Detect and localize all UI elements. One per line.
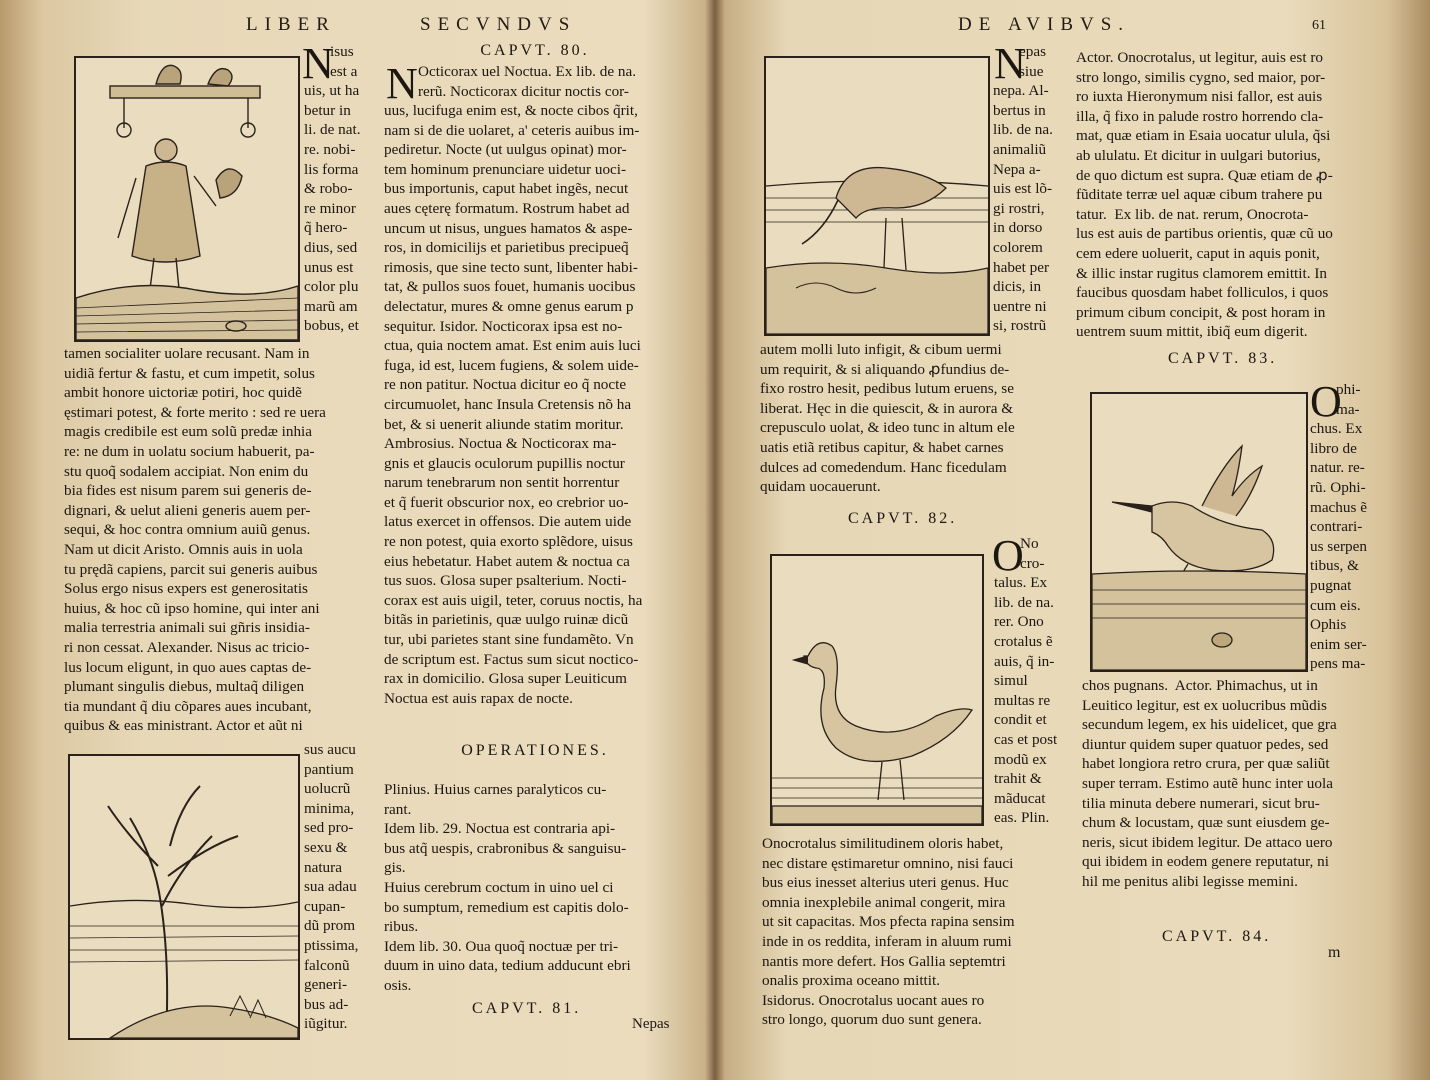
text-line: liberat. Hęc in die quiescit, & in aurora & [760,399,1014,417]
caput-80-heading: CAPVT. 80. [480,42,590,59]
text-line: bitãs in parietinis, quæ uulgo ruinæ dicũ [384,611,629,629]
text-line: uis, ut ha [304,82,360,100]
text-line: modũ ex [994,750,1047,768]
text-line: Actor. Onocrotalus, ut legitur, auis est ro [1076,49,1323,66]
text-line: pediretur. Nocte (ut uulgus opinat) mor- [384,141,627,159]
text-line: li. de nat. [304,121,361,139]
nepa-continuation [760,340,1015,497]
text-line: marũ am [304,297,358,315]
text-line: colorem [993,238,1043,256]
text-line: generi- [304,976,348,994]
text-line: plumant singulis diebus, multaq̃ diligen [64,678,305,696]
text-line: super terram. Estimo autẽ hunc inter uola [1082,774,1333,792]
text-line: ambit honore uictoriæ potiri, hoc quidẽ [64,384,302,402]
text-line: quibus & eas ministrant. Actor et aũt ni [64,717,303,735]
text-line: Noctua est auis rapax de nocte. [384,689,573,707]
text-line: sua adau [304,878,357,896]
text-line: et q̃ fuerit obscurior nox, eo crebrior uo- [384,493,629,511]
text-line: ro iuxta Hieronymum nisi fallor, est auis [1076,88,1323,106]
text-line: machus ẽ [1310,498,1367,516]
text-line: epas [1019,43,1046,60]
text-line: chum & locustam, quæ sunt eiusdem ge- [1082,814,1330,832]
text-line: rerũ. Nocticorax dicitur noctis cor- [418,82,629,100]
nisus-side-column [302,39,361,336]
text-line: sus aucu [304,741,356,758]
text-line: mãducat [994,789,1046,807]
text-line: re non potest, quia exorto splẽdore, uisus [384,533,633,551]
text-line: us serpen [1310,537,1367,555]
text-line: bia fides est nisum parem sui generis de- [64,482,312,500]
text-line: bus importunis, caput habet ingẽs, necut [384,180,629,198]
text-line: tibus, & [1310,557,1359,575]
signature-mark: m [1328,944,1341,961]
text-line: nantis more defert. Hos Gallia septemtri [762,952,1006,970]
woodcut-nepa [764,56,990,336]
text-line: cupan- [304,897,346,915]
catchword: Nepas [632,1016,670,1032]
text-line: uidiã fertur & fastu, et cum impetit, solus [64,364,315,382]
folio-number: 61 [1312,18,1326,33]
text-line: rũ. Ophi- [1310,478,1366,496]
running-head-de-avibus: DE AVIBVS. [958,14,1131,35]
text-line: tamen socialiter uolare recusant. Nam in [64,345,310,362]
text-line: gnis et glaucis oculorum pupillis noctur [384,454,625,472]
text-line: narum tenebrarum non sentit horrentur [384,474,620,492]
text-line: pugnat [1310,576,1352,594]
text-line: tur, ubi parietes stant sine fundamẽto. Vn [384,631,634,649]
text-line: bobus, et [304,317,359,335]
ophimachus-illustration [1092,394,1306,670]
nisus-bottom-side-column [304,740,358,1034]
text-line: Octicorax uel Noctua. Ex lib. de na. [418,63,637,80]
text-line: magis credibile est eum solũ predæ inhia [64,423,313,441]
text-line: ptissima, [304,936,359,954]
text-line: dius, sed [304,238,358,256]
text-line: inde in os reddita, inferam in aluum rumi [762,932,1012,950]
text-line: eius hebetatur. Habet autem & noctua ca [384,552,630,570]
text-line: dignari, & uelut alieni generis auem per- [64,501,311,519]
nepa-side-column [993,39,1053,336]
text-line: animaliũ [993,140,1047,158]
dropcap-nisus: N [302,39,334,88]
text-line: Leuitico legitur, est ex uolucribus mũdis [1082,696,1327,714]
ophimachus-body [1082,676,1337,892]
text-line: No [1020,535,1039,552]
text-line: re. nobi- [304,140,356,158]
text-line: rax in domicilio. Glosa super Leuiticum [384,670,627,688]
text-line: ribus. [384,918,419,936]
text-line: ros, in domicilijs et parietibus precipueq̃ [384,239,629,257]
running-head-secundus: SECVNDVS [420,14,577,35]
caput-81-heading: CAPVT. 81. [472,1000,582,1017]
text-line: cro- [1020,554,1045,572]
text-line: uncum ut nisus, ungues hamatos & aspe- [384,219,633,237]
text-line: mat, quæ etiam in Esaia uocatur ulula, q̃si [1076,127,1331,145]
text-line: chus. Ex [1310,420,1363,438]
text-line: faucibus quosdam habet folliculos, i quos [1076,284,1329,302]
text-line: color plu [304,278,359,296]
text-line: corax est auis uigil, teter, coruus noctis, ha [384,591,643,609]
text-line: omnia inexplebile animal congerit, mira [762,893,1006,911]
text-line: condit et [994,711,1047,729]
text-line: lus locum eligunt, in quo aues captas de- [64,658,312,676]
text-line: osis. [384,976,412,994]
text-line: Nam ut dicit Aristo. Omnis auis in uola [64,540,303,558]
text-line: neris, sicut ibidem legitur. De attaco uero [1082,833,1333,851]
woodcut-falconer [74,56,300,342]
text-line: ma- [1336,400,1360,418]
text-line: iũgitur. [304,1015,348,1033]
nocticorax-column [384,101,642,708]
text-line: uus, lucifuga enim est, & nocte cibos q̃rit, [384,102,638,119]
text-line: auis, q̃ in- [994,652,1055,670]
text-line: pens ma- [1310,655,1366,673]
text-line: ut sit capacitas. Mos pfecta rapina sensim [762,913,1015,931]
text-line: re minor [304,199,356,217]
dropcap-ophimachus: O [1310,377,1342,426]
text-line: bus eius inesset alterius uteri genus. Huc [762,874,1009,892]
text-line: tia mundant q̃ diu cõpares aues incubant, [64,697,312,715]
text-line: um requirit, & si aliquando ꝓfundius de- [760,360,1010,378]
text-line: crepusculo uolat, & ideo tunc in altum ele [760,419,1015,437]
text-line: stro longo, similis cygno, sed maior, por- [1076,68,1326,86]
text-line: fixo rostro hesit, pedibus lutum eruens, se [760,380,1014,398]
text-line: habet longiora retro crura, per quæ saliũt [1082,755,1330,773]
text-line: lib. de na. [994,593,1054,611]
text-line: uolucrũ [304,780,351,798]
left-page [0,0,714,1080]
nisus-body-column [64,344,326,736]
text-line: Isidorus. Onocrotalus uocant aues ro [762,991,985,1009]
text-line: fũditate terræ uel aquæ cibum trahere pu [1076,186,1323,204]
text-line: in dorso [993,219,1043,237]
text-line: uentre ni [993,297,1047,315]
text-line: minima, [304,799,355,817]
right-page [716,0,1430,1080]
operationes-heading: OPERATIONES. [461,742,609,759]
text-line: dicis, in [993,278,1042,296]
text-line: talus. Ex [994,574,1048,592]
text-line: falconũ [304,956,350,974]
text-line: dulces ad comedendum. Hanc ficedulam [760,458,1007,476]
text-line: stro longo, quorum duo sunt genera. [762,1011,982,1029]
text-line: stu quoq̃ sodalem accipiat. Non enim du [64,462,309,480]
text-line: multas re [994,691,1051,709]
text-line: cem edere uoluerit, caput in aquis ponit, [1076,244,1320,262]
woodcut-tree [68,754,300,1040]
text-line: tu prędã capiens, parcit sui generis auibus [64,560,318,578]
text-line: circumuolet, hanc Insula Cretensis nõ ha [384,395,632,413]
text-line: gis. [384,859,406,877]
text-line: ab ululatu. Et dicitur in uulgari butorius, [1076,146,1321,164]
text-line: bet, & si uenerit aliunde statim moritur. [384,415,624,433]
onocrotalus-side-column [992,531,1058,828]
text-line: uentrem suum mittit, ibiq̃ eum digerit. [1076,323,1308,341]
text-line: Idem lib. 29. Noctua est contraria api- [384,820,616,838]
text-line: illa, q̃ fixo in palude rostro horrendo cla- [1076,107,1324,125]
onocrotalus-illustration [772,556,982,824]
text-line: sequitur. Isidor. Nocticorax ipsa est no- [384,317,623,335]
actor-column [1076,48,1333,342]
text-line: lis forma [304,160,359,178]
text-line: bus atq̃ uespis, crabronibus & sanguisu- [384,839,627,857]
text-line: Idem lib. 30. Oua quoq̃ noctuæ per tri- [384,937,619,955]
text-line: habet per [993,258,1050,276]
text-line: si, rostrũ [993,317,1047,335]
text-line: crotalus ẽ [994,632,1053,650]
text-line: bus ad- [304,995,349,1013]
text-line: tem hominum prenunciare uidetur uoci- [384,160,627,178]
text-line: sed pro- [304,819,354,837]
text-line: bo sumptum, remedium est capitis dolo- [384,898,629,916]
dropcap-onocrotalus: O [992,531,1024,580]
text-line: gi rostri, [993,199,1045,217]
text-line: onalis proxima oceano mittit. [762,972,940,990]
tree-illustration [70,756,298,1038]
text-line: Huius cerebrum coctum in uino uel ci [384,878,614,896]
text-line: dũ prom [304,917,356,935]
text-line: duum in uino data, tedium adducunt ebri [384,957,631,975]
text-line: Solus ergo nisus expers est generositatis [64,580,308,598]
text-line: hil me penitus alibi legisse memini. [1082,872,1298,890]
text-line: ęstimari potest, & forte merito : sed re uera [64,403,326,421]
text-line: est a [330,62,358,80]
text-line: rer. Ono [994,613,1044,631]
caput-84-heading: CAPVT. 84. [1162,928,1272,945]
text-line: & illic instar rugitus clamorem emittit. In [1076,264,1327,282]
text-line: cum eis. [1310,596,1361,614]
text-line: contrari- [1310,518,1363,536]
dropcap-nocticorax: N [386,59,418,108]
text-line: cas et post [994,730,1058,748]
caput-83-heading: CAPVT. 83. [1168,350,1278,367]
text-line: lus est auis de partibus orientis, quæ cũ uo [1076,225,1333,243]
text-line: enim ser- [1310,635,1367,653]
text-line: latus exercet in offensos. Die autem uide [384,513,632,531]
text-line: qui ibidem in eodem genere reputatur, ni [1082,853,1329,871]
text-line: autem molli luto infigit, & cibum uermi [760,341,1002,358]
text-line: rant. [384,800,412,818]
text-line: nam si de die uolaret, a' ceteris auibus im- [384,121,640,139]
running-head-left: LIBER [246,14,336,35]
text-line: libro de [1310,439,1357,457]
onocrotalus-body [762,834,1015,1030]
text-line: sexu & [304,838,348,856]
text-line: phi- [1336,381,1361,398]
text-line: eas. Plin. [994,809,1050,827]
dropcap-nepa: N [994,39,1026,88]
text-line: uatis etiã retibus capitur, & habet carnes [760,438,1004,456]
text-line: malia terrestria animali sui gñris insidia- [64,619,310,637]
text-line: sequi, & hoc contra omnium auiũ genus. [64,521,311,539]
text-line: tilia minuta debere numerari, sicut bru- [1082,794,1320,812]
text-line: bertus in [993,101,1046,119]
text-line: Nepa a- [993,160,1041,178]
text-line: natur. re- [1310,459,1365,477]
text-line: de scriptum est. Factus sum sicut noctico- [384,650,639,668]
text-line: betur in [304,101,351,119]
text-line: lib. de na. [993,121,1053,139]
text-line: nepa. Al- [993,82,1049,100]
text-line: tat, & pullos suos fouet, humanis uocibus [384,278,636,296]
text-line: quidam uocauerunt. [760,478,881,496]
text-line: Plinius. Huius carnes paralyticos cu- [384,781,607,798]
text-line: chos pugnans. Actor. Phimachus, ut in [1082,677,1318,694]
text-line: ctua, quia noctem amat. Est enim auis luci [384,337,641,355]
text-line: & robo- [304,180,353,198]
text-line: re: ne dum in uolatu socium habuerit, pa- [64,442,315,460]
text-line: siue [1019,62,1044,80]
text-line: isus [330,43,354,60]
text-line: fuga, id est, lucem fugiens, & solem uide- [384,356,639,374]
text-line: q̃ hero- [304,219,348,237]
text-line: aues cęterę formatum. Rostrum habet ad [384,199,630,217]
text-line: unus est [304,258,354,276]
caput-82-heading: CAPVT. 82. [848,510,958,527]
text-line: delectatur, mures & omne genus earum p [384,297,634,315]
text-line: Ophis [1310,616,1347,634]
woodcut-ophimachus [1090,392,1308,672]
text-line: tatur. Ex lib. de nat. rerum, Onocrota- [1076,205,1309,223]
falconer-illustration [76,58,298,340]
ophimachus-side-column [1310,377,1367,674]
text-line: natura [304,858,342,876]
text-line: re non patitur. Noctua dicitur eo q̃ nocte [384,376,627,394]
nocticorax-first-lines [418,62,636,101]
text-line: ri non cessat. Alexander. Nisus ac tricio- [64,638,310,656]
text-line: Onocrotalus similitudinem oloris habet, [762,835,1004,852]
text-line: pantium [304,760,354,778]
text-line: tus suos. Glosa super psalterium. Nocti- [384,572,627,590]
text-line: simul [994,672,1028,690]
text-line: trahit & [994,770,1042,788]
text-line: diuntur quidem super quatuor pedes, sed [1082,735,1329,753]
operationes-column [384,780,631,996]
text-line: uis est lõ- [993,180,1053,198]
text-line: rimosis, que sine tecto sunt, libenter habi- [384,258,638,276]
nepa-illustration [766,58,988,334]
text-line: primum cibum concipit, & post horam in [1076,303,1326,321]
text-line: Ambrosius. Noctua & Nocticorax ma- [384,435,617,453]
text-line: nec distare ęstimaretur omnino, nisi fauci [762,854,1014,872]
text-line: huius, & hoc cũ ipso homine, qui inter ani [64,599,320,617]
text-line: de quo dictum est supra. Quæ etiam de ꝓ- [1076,166,1333,184]
text-line: secundum legem, ex his uidelicet, que gra [1082,716,1337,734]
woodcut-onocrotalus [770,554,984,826]
